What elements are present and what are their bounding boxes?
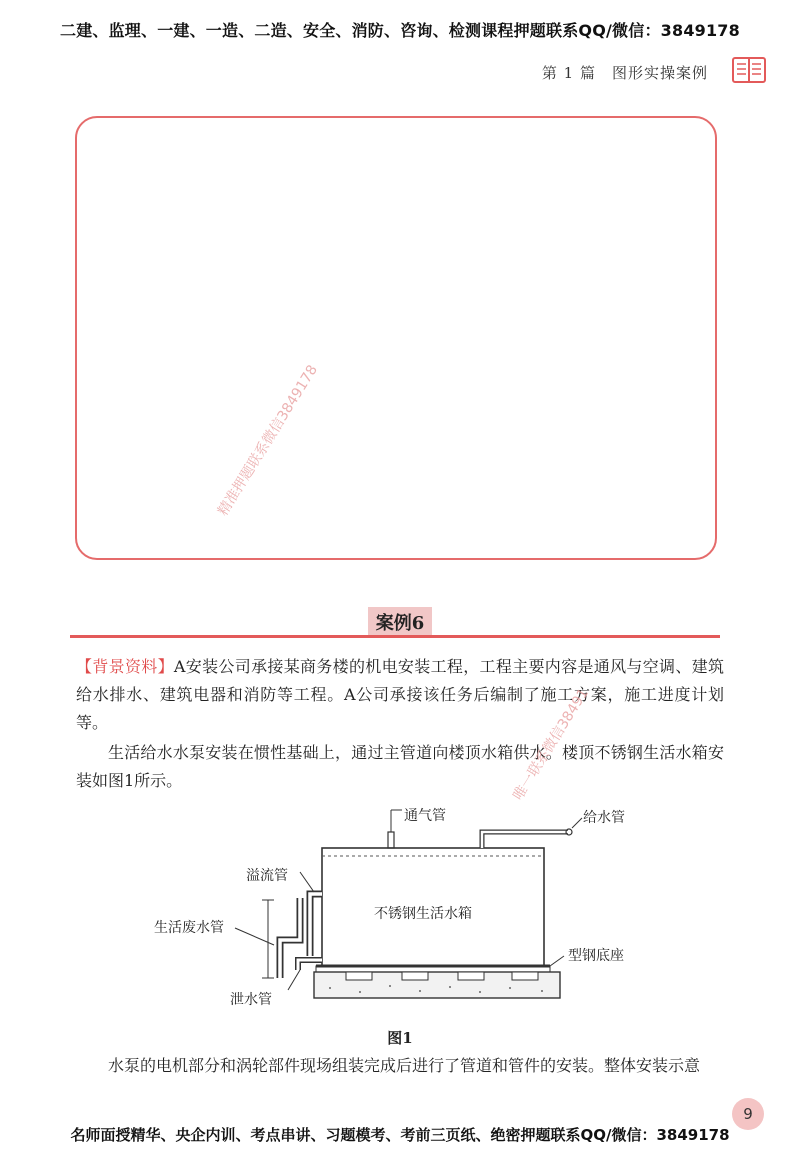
label-waste: 生活废水管 [154, 920, 224, 936]
background-label: 【背景资料】 [76, 657, 174, 676]
running-head: 第 1 篇 图形实操案例 [541, 64, 708, 82]
figure-caption: 图1 [387, 1029, 413, 1047]
vent-pipe [388, 832, 394, 848]
supply-pipe [482, 832, 568, 848]
case-title-text: 案例6 [368, 607, 433, 637]
pump-paragraph: 水泵的电机部分和涡轮部件现场组装完成后进行了管道和管件的安装。整体安装示意 [108, 1056, 701, 1075]
background-text: A安装公司承接某商务楼的机电安装工程，工程主要内容是通风与空调、建筑给水排水、建筑电器和消防等工程。A公司承接该任务后编制了施工方案，施工进度计划等。 [76, 657, 724, 732]
label-overflow: 溢流管 [246, 868, 288, 884]
case-divider [70, 635, 720, 638]
bottom-banner: 名师面授精华、央企内训、考点串讲、习题模考、考前三页纸、绝密押题联系QQ/微信：3849178 [70, 1126, 730, 1144]
water-tank-figure [150, 800, 670, 1020]
background-paragraph [76, 653, 724, 737]
watermark-2: 唯一联系微信38491 [510, 685, 592, 804]
tank-paragraph: 生活给水水泵安装在惯性基础上，通过主管道向楼顶水箱供水。楼顶不锈钢生活水箱安装如图1所示。 [76, 743, 724, 790]
book-icon [732, 56, 766, 84]
watermark-1: 精准押题联系微信3849178 [215, 362, 322, 519]
label-supply: 给水管 [583, 810, 625, 826]
label-base: 型钢底座 [568, 948, 624, 964]
case-title [0, 607, 800, 637]
overflow-pipe [310, 894, 322, 956]
label-vent: 通气管 [404, 808, 446, 824]
label-tank: 不锈钢生活水箱 [374, 906, 472, 922]
answer-box [75, 116, 717, 560]
page-number: 9 [732, 1098, 764, 1130]
top-banner: 二建、监理、一建、一造、二造、安全、消防、咨询、检测课程押题联系QQ/微信：3849178 [60, 21, 740, 40]
label-drain: 泄水管 [230, 992, 272, 1008]
